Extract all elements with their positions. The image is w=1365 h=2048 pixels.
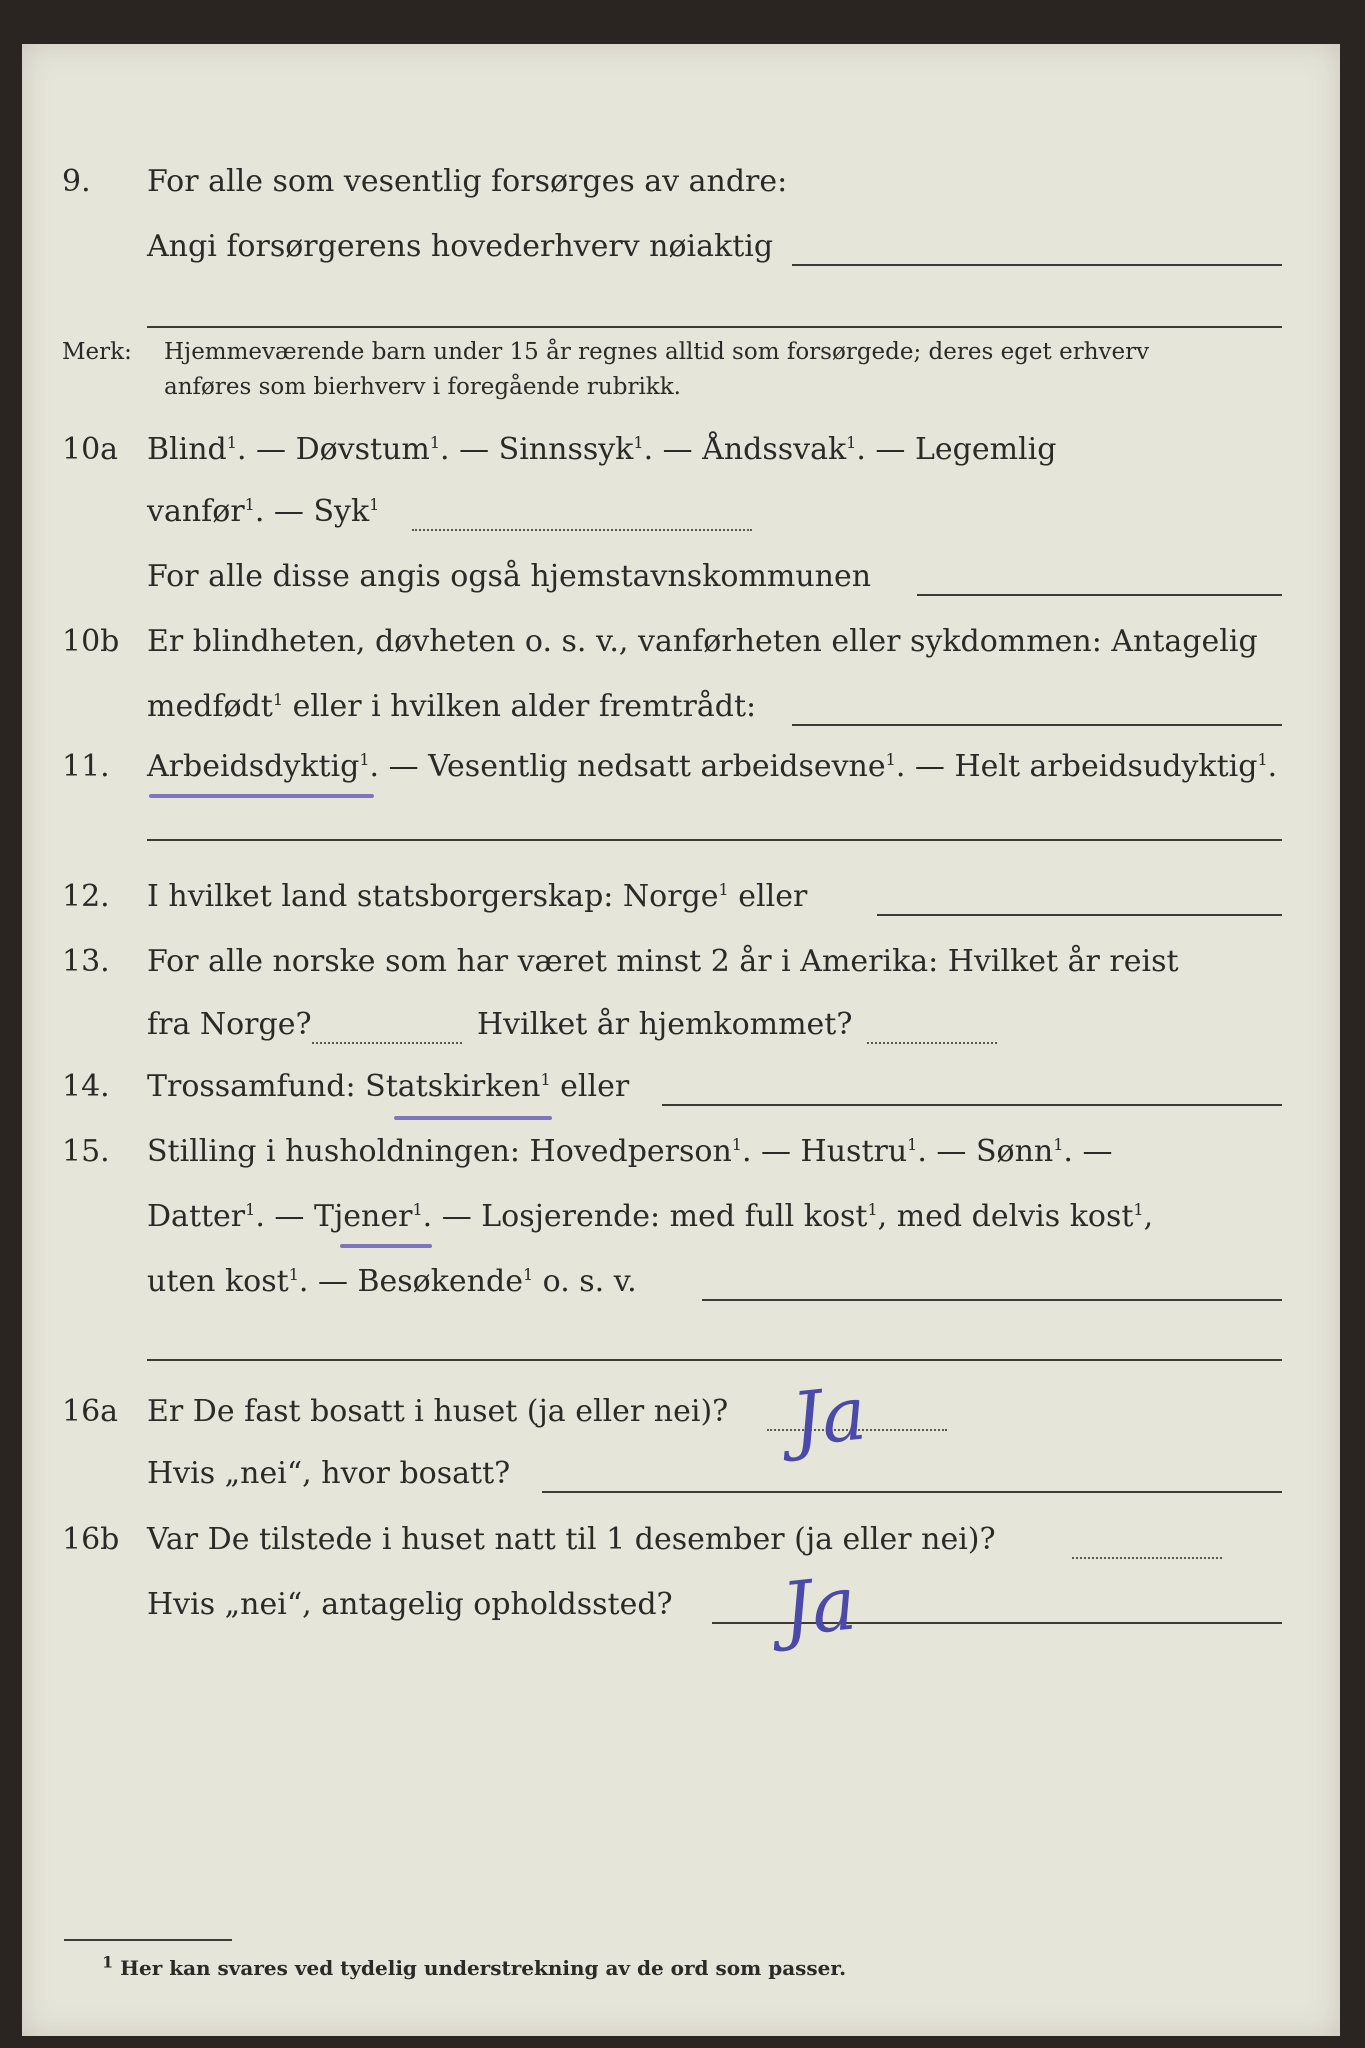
note-text: anføres som bierhverv i foregående rubrikk. bbox=[164, 374, 681, 400]
answer-line bbox=[312, 1042, 462, 1044]
answer-line bbox=[867, 1042, 997, 1044]
note-text: Hjemmeværende barn under 15 år regnes alltid som forsørgede; deres eget erhverv bbox=[164, 339, 1150, 365]
question-number: 10a bbox=[62, 432, 119, 467]
footnote: $^1$ Her kan svares ved tydelig understrekning av de ord som passer. bbox=[102, 1952, 847, 1980]
question-number: 14. bbox=[62, 1069, 110, 1104]
question-text: uten kost$^1$. — Besøkende$^1$ o. s. v. bbox=[147, 1264, 637, 1299]
question-text: For alle som vesentlig forsørges av andre: bbox=[147, 164, 788, 199]
answer-line bbox=[147, 839, 1282, 841]
question-number: 13. bbox=[62, 944, 110, 979]
question-text: For alle norske som har været minst 2 år i Amerika: Hvilket år reist bbox=[147, 944, 1179, 979]
answer-line bbox=[792, 264, 1282, 266]
question-text: Hvis „nei“, hvor bosatt? bbox=[147, 1456, 511, 1491]
question-text: I hvilket land statsborgerskap: Norge$^1$ eller bbox=[147, 879, 808, 914]
answer-line bbox=[702, 1299, 1282, 1301]
answer-line bbox=[1072, 1557, 1222, 1559]
question-number: 16b bbox=[62, 1522, 120, 1557]
answer-line bbox=[877, 914, 1282, 916]
question-text: Blind$^1$. — Døvstum$^1$. — Sinnssyk$^1$. — Åndssvak$^1$. — Legemlig bbox=[147, 432, 1057, 467]
question-text: Hvilket år hjemkommet? bbox=[477, 1007, 853, 1042]
question-number: 10b bbox=[62, 624, 120, 659]
question-text: Er blindheten, døvheten o. s. v., vanførheten eller sykdommen: Antagelig bbox=[147, 624, 1258, 659]
ink-underline-arbeidsdyktig bbox=[149, 794, 374, 798]
question-text: Trossamfund: Statskirken$^1$ eller bbox=[147, 1069, 630, 1104]
answer-line bbox=[792, 724, 1282, 726]
question-text: Arbeidsdyktig$^1$. — Vesentlig nedsatt arbeidsevne$^1$. — Helt arbeidsudyktig$^1$. bbox=[147, 749, 1278, 784]
question-number: 11. bbox=[62, 749, 110, 784]
footnote-rule bbox=[64, 1939, 232, 1941]
note-label: Merk: bbox=[62, 339, 132, 365]
question-text: Hvis „nei“, antagelig opholdssted? bbox=[147, 1587, 673, 1622]
handwritten-answer: Ja bbox=[777, 1560, 861, 1654]
question-text: Datter$^1$. — Tjener$^1$. — Losjerende: med full kost$^1$, med delvis kost$^1$, bbox=[147, 1199, 1154, 1234]
ink-underline-statskirken bbox=[394, 1116, 552, 1120]
answer-line bbox=[542, 1491, 1282, 1493]
answer-line bbox=[412, 529, 752, 531]
question-number: 9. bbox=[62, 164, 91, 199]
answer-line bbox=[662, 1104, 1282, 1106]
answer-line bbox=[147, 1359, 1282, 1361]
question-number: 15. bbox=[62, 1134, 110, 1169]
census-form-page bbox=[22, 44, 1340, 2036]
question-number: 12. bbox=[62, 879, 110, 914]
question-text: vanfør$^1$. — Syk$^1$ bbox=[147, 494, 380, 529]
question-number: 16a bbox=[62, 1394, 119, 1429]
handwritten-answer: Ja bbox=[787, 1370, 871, 1464]
answer-line bbox=[917, 594, 1282, 596]
question-text: Stilling i husholdningen: Hovedperson$^1$. — Hustru$^1$. — Sønn$^1$. — bbox=[147, 1134, 1113, 1169]
ink-underline-tjener bbox=[340, 1244, 432, 1248]
question-text: For alle disse angis også hjemstavnskommunen bbox=[147, 559, 872, 594]
question-text: Var De tilstede i huset natt til 1 desember (ja eller nei)? bbox=[147, 1522, 996, 1557]
question-text: medfødt$^1$ eller i hvilken alder fremtrådt: bbox=[147, 689, 757, 724]
question-text: fra Norge? bbox=[147, 1007, 312, 1042]
answer-line bbox=[147, 326, 1282, 328]
question-text: Er De fast bosatt i huset (ja eller nei)? bbox=[147, 1394, 729, 1429]
question-text: Angi forsørgerens hovederhverv nøiaktig bbox=[147, 229, 774, 264]
